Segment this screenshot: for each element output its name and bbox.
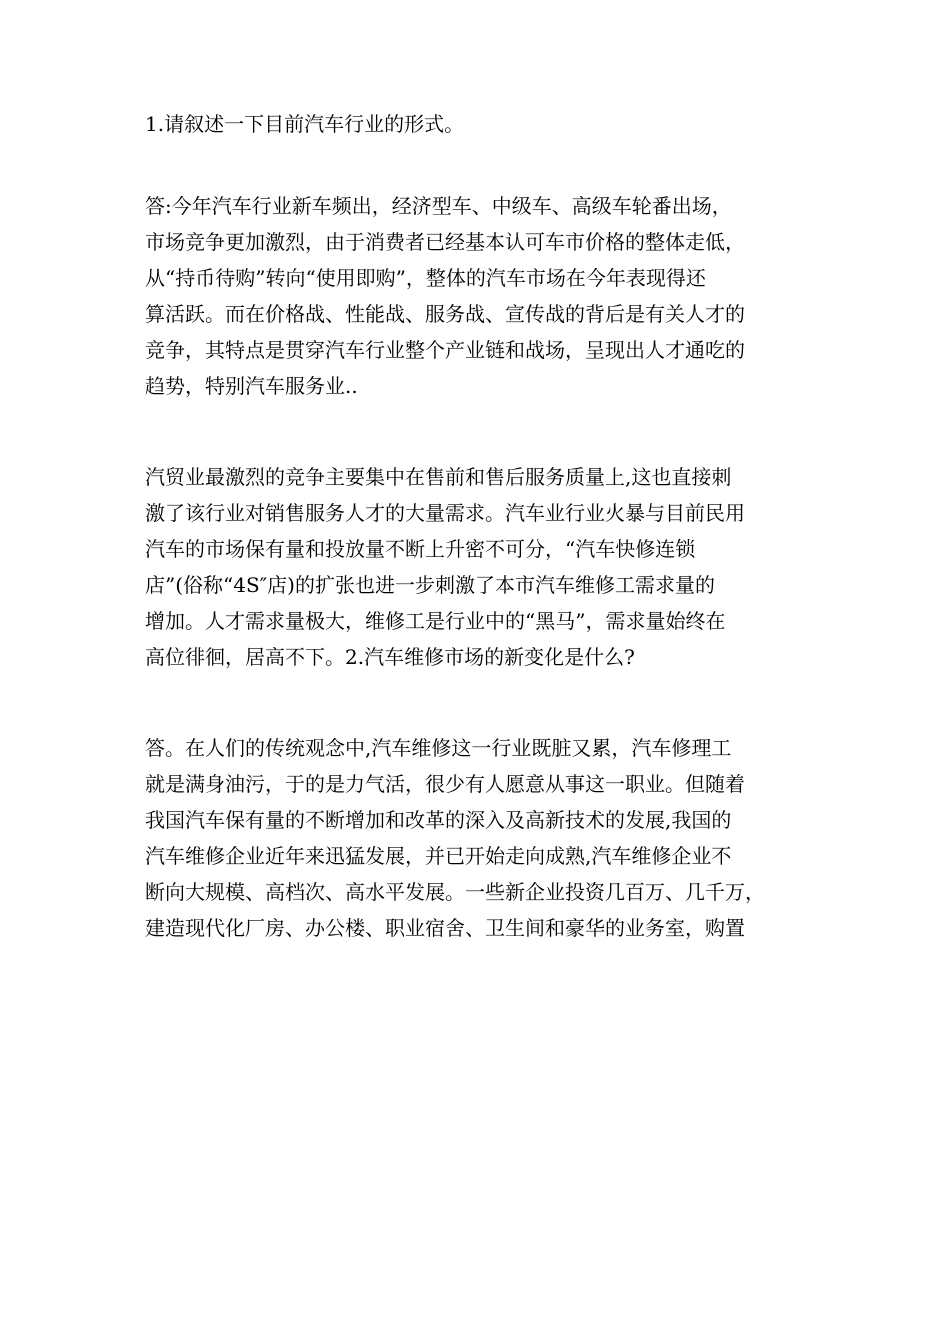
document-page: [145, 106, 825, 946]
question-1-heading: 1.请叙述一下目前汽车行业的形式。: [145, 112, 465, 136]
answer-2-paragraph: 答。在人们的传统观念中,汽车维修这一行业既脏又累，汽车修理工 就是满身油污，于的是力气活，很少有人愿意从事这一职业。但随着 我国汽车保有量的不断增加和改革的深入及高新技术的发展,我国的 汽车维修企业近年来迅猛发展，并已开始走向成熟,汽车维修企业不 断向大规模、高档次、高水平发展。一些新企业投资几百万、几千万， 建造现代化厂房、办公楼、职业宿舍、卫生间和豪华的业务室，购置: [145, 736, 765, 940]
answer-1-continued-paragraph: 汽贸业最激烈的竞争主要集中在售前和售后服务质量上,这也直接刺 激了该行业对销售服务人才的大量需求。汽车业行业火暴与目前民用 汽车的市场保有量和投放量不断上升密不可分，“汽车快修连锁 店”(俗称“4S″店)的扩张也进一步刺激了本市汽车维修工需求量的 增加。人才需求量极大，维修工是行业中的“黑马”，需求量始终在 高位徘徊，居高不下。2.汽车维修市场的新变化是什么?: [145, 465, 745, 669]
answer-1-paragraph: 答:今年汽车行业新车频出，经济型车、中级车、高级车轮番出场， 市场竞争更加激烈，由于消费者已经基本认可车市价格的整体走低， 从“持币待购”转向“使用即购”，整体的汽车市场在今年表现得还 算活跃。而在价格战、性能战、服务战、宣传战的背后是有关人才的 竞争，其特点是贯穿汽车行业整个产业链和战场，呈现出人才通吃的 趋势，特别汽车服务业..: [145, 194, 745, 398]
